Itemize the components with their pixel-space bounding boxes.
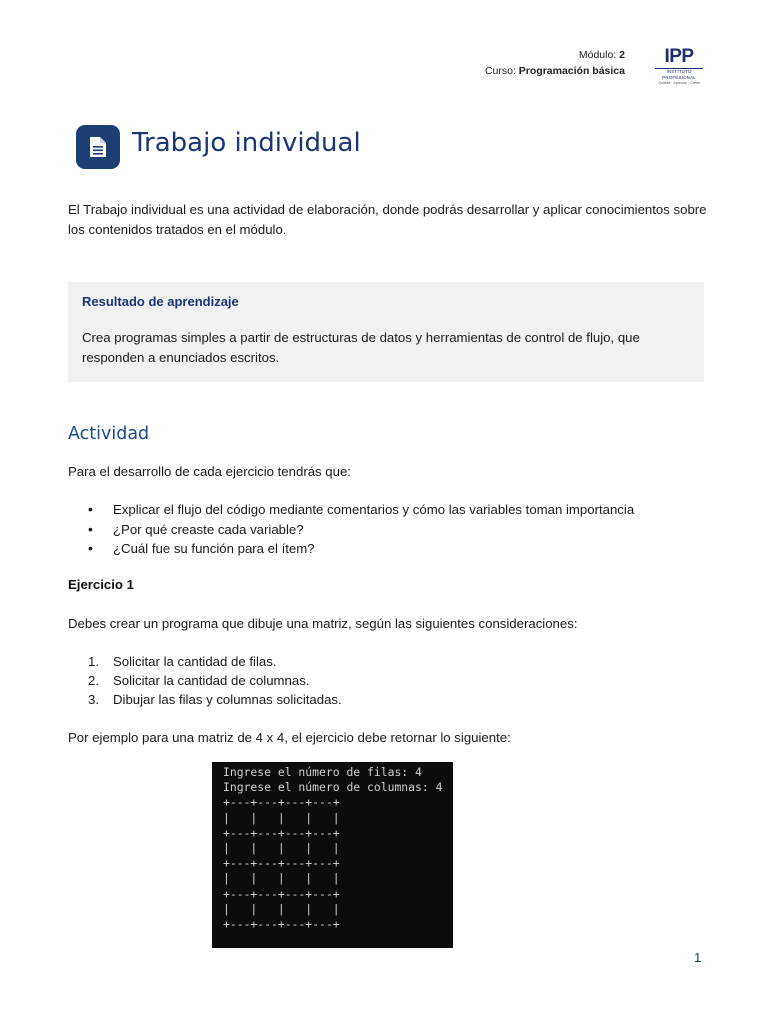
step-number: 1.: [88, 654, 99, 669]
learning-outcome-box: [68, 282, 704, 382]
list-item: [88, 652, 342, 671]
console-line: | | | | |: [223, 871, 340, 886]
learning-outcome-title: Resultado de aprendizaje: [82, 294, 239, 309]
exercise-lead: Debes crear un programa que dibuje una matriz, según las siguientes consideraciones:: [68, 616, 578, 631]
console-line: | | | | |: [223, 810, 340, 825]
list-item: • ¿Cuál fue su función para el ítem?: [88, 539, 634, 559]
ipp-logo: [652, 47, 706, 83]
document-icon: [76, 125, 120, 169]
console-line: +---+---+---+---+: [223, 825, 340, 840]
logo-tagline: Quillota · Aprende · Crece: [658, 81, 700, 85]
list-item: [88, 690, 342, 709]
console-line: Ingrese el número de columnas: 4: [223, 780, 443, 795]
modulo-value: 2: [619, 49, 625, 61]
page-number: 1: [694, 950, 702, 965]
console-output: [212, 762, 453, 948]
document-header-meta: [485, 47, 625, 79]
learning-outcome-text: Crea programas simples a partir de estructuras de datos y herramientas de control de flujo, que responden a enunciados escritos.: [82, 330, 640, 365]
step-number: 3.: [88, 692, 99, 707]
console-line: | | | | |: [223, 841, 340, 856]
exercise-title: Ejercicio 1: [68, 577, 134, 592]
console-line: | | | | |: [223, 901, 340, 916]
curso-value: Programación básica: [518, 65, 625, 77]
list-item: • Explicar el flujo del código mediante comentarios y cómo las variables toman importancia: [88, 500, 634, 520]
step-text: Solicitar la cantidad de columnas.: [113, 673, 310, 688]
intro-paragraph: El Trabajo individual es una actividad de elaboración, donde podrás desarrollar y aplicar conocimientos sobre los contenidos tratados en el módulo.: [68, 202, 707, 237]
page-title: Trabajo individual: [132, 128, 361, 158]
curso-line: Curso: Programación básica: [484, 65, 625, 77]
activity-bullet-list: [88, 500, 634, 559]
file-icon: [89, 136, 107, 158]
console-line: Ingrese el número de filas: 4: [223, 765, 422, 779]
example-intro: Por ejemplo para una matriz de 4 x 4, el ejercicio debe retornar lo siguiente:: [68, 730, 511, 745]
activity-lead: Para el desarrollo de cada ejercicio tendrás que:: [68, 464, 351, 479]
modulo-line: Módulo: 2: [578, 49, 625, 61]
step-text: Dibujar las filas y columnas solicitadas.: [113, 692, 342, 707]
list-item: [88, 671, 342, 690]
console-line: +---+---+---+---+: [223, 886, 340, 901]
step-number: 2.: [88, 673, 99, 688]
step-text: Solicitar la cantidad de filas.: [113, 654, 277, 669]
console-line: +---+---+---+---+: [223, 795, 340, 810]
console-text: [212, 762, 453, 932]
console-line: +---+---+---+---+: [223, 856, 340, 871]
logo-subtitle: INSTITUTO PROFESIONAL: [662, 69, 696, 80]
console-line: +---+---+---+---+: [223, 917, 340, 932]
exercise-steps-list: [88, 652, 342, 709]
logo-text: IPP: [664, 46, 694, 67]
list-item: • ¿Por qué creaste cada variable?: [88, 520, 634, 540]
activity-heading: Actividad: [68, 424, 150, 444]
